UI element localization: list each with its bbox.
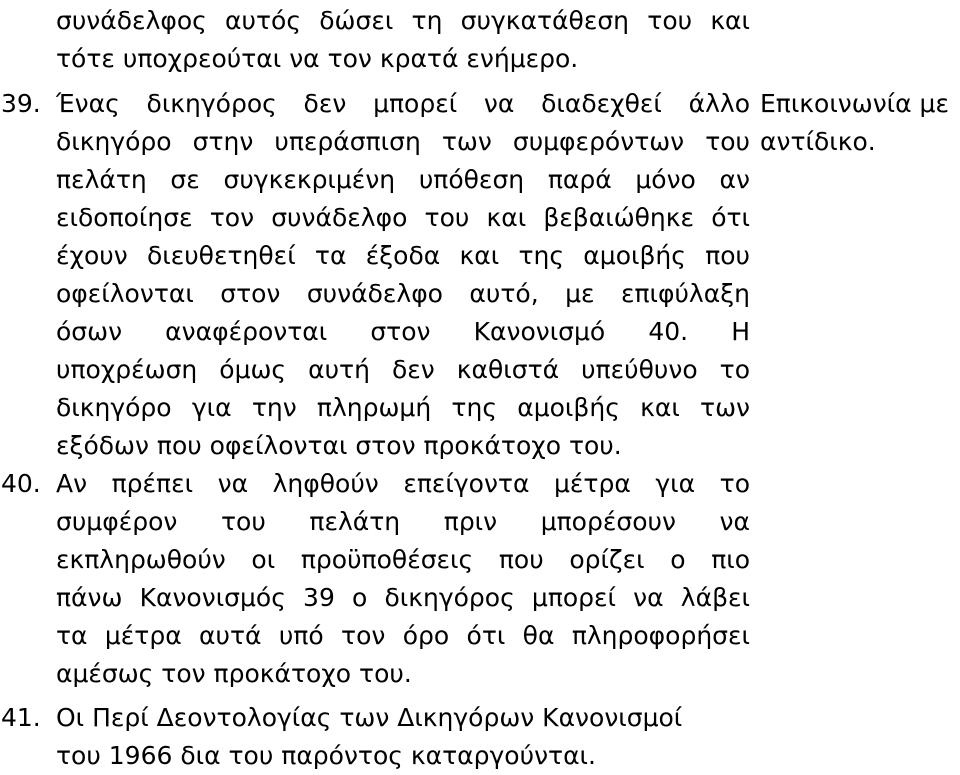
text-line: εκπληρωθούν οι προϋποθέσεις που ορίζει ο πιο (56, 545, 750, 574)
side-heading-line: αντίδικο. (760, 127, 876, 156)
text-line: συνάδελφος αυτός δώσει τη συγκατάθεση του και (56, 6, 750, 35)
section-number: 39. (1, 89, 41, 118)
text-line: Ένας δικηγόρος δεν μπορεί να διαδεχθεί άλλο (56, 89, 750, 118)
section-41-paragraph (56, 699, 750, 775)
text-line: Οι Περί Δεοντολογίας των Δικηγόρων Κανονισμοί (56, 703, 683, 732)
text-line: του 1966 δια του παρόντος καταργούνται. (56, 741, 596, 770)
text-line: πάνω Κανονισμός 39 ο δικηγόρος μπορεί να λάβει (56, 583, 750, 612)
text-line: Αν πρέπει να ληφθούν επείγοντα μέτρα για το (56, 469, 750, 498)
text-line: δικηγόρο για την πληρωμή της αμοιβής και των (56, 393, 750, 422)
text-line: εξόδων που οφείλονται στον προκάτοχο του. (56, 431, 622, 460)
text-line: ειδοποίησε τον συνάδελφο του και βεβαιώθηκε ότι (56, 203, 750, 232)
text-line: τότε υποχρεούται να τον κρατά ενήμερο. (56, 44, 579, 73)
text-line: έχουν διευθετηθεί τα έξοδα και της αμοιβής που (56, 241, 750, 270)
section-40-paragraph (56, 465, 750, 693)
section-39-paragraph (56, 85, 750, 465)
text-line: υποχρέωση όμως αυτή δεν καθιστά υπεύθυνο το (56, 355, 750, 384)
text-line: συμφέρον του πελάτη πριν μπορέσουν να (56, 507, 750, 536)
text-line: πελάτη σε συγκεκριμένη υπόθεση παρά μόνο αν (56, 165, 750, 194)
section-number: 40. (1, 469, 41, 498)
side-heading-line: Επικοινωνία με (760, 89, 949, 118)
text-line: όσων αναφέρονται στον Κανονισμό 40. Η (56, 317, 750, 346)
text-line: αμέσως τον προκάτοχο του. (56, 659, 412, 688)
continuation-paragraph (56, 2, 750, 78)
text-line: δικηγόρο στην υπεράσπιση των συμφερόντων του (56, 127, 750, 156)
section-number: 41. (1, 703, 41, 732)
side-heading (760, 85, 960, 161)
text-line: οφείλονται στον συνάδελφο αυτό, με επιφύλαξη (56, 279, 750, 308)
text-line: τα μέτρα αυτά υπό τον όρο ότι θα πληροφορήσει (56, 621, 750, 650)
